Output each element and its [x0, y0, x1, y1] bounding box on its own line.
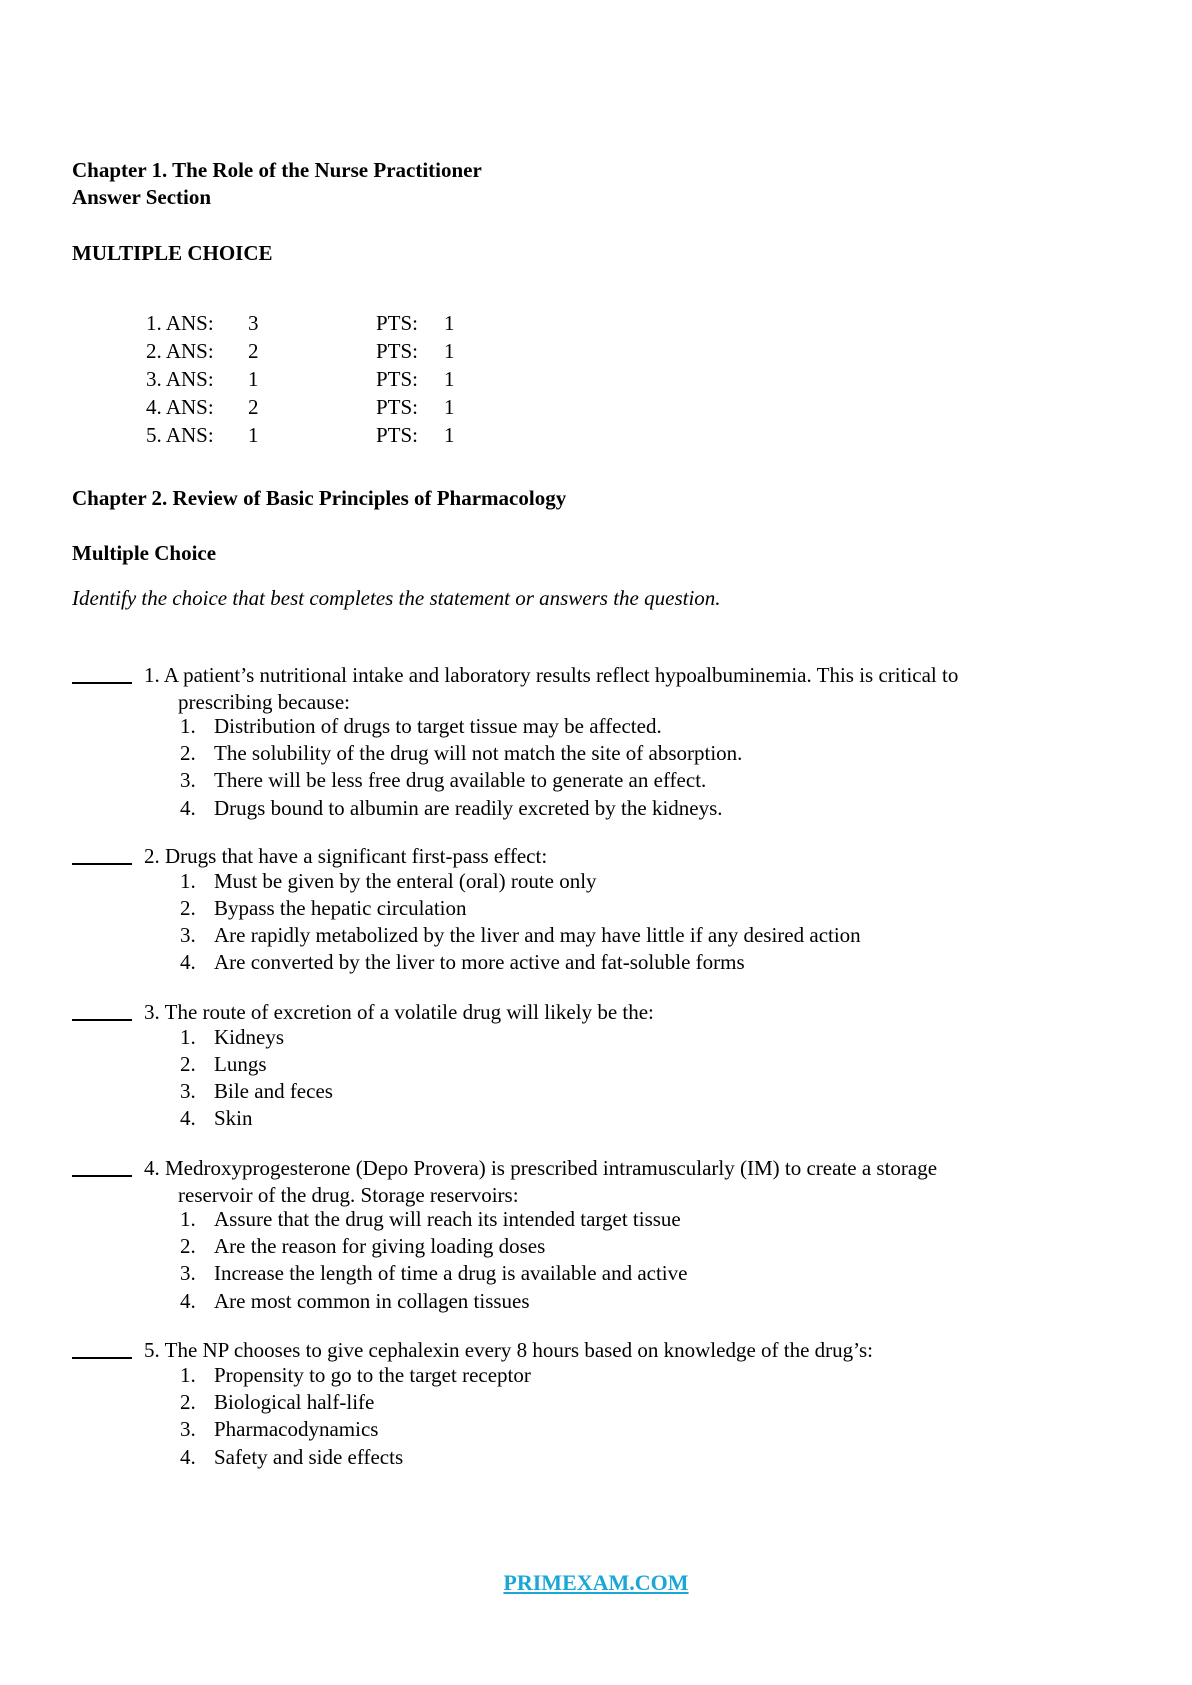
points-label: PTS: — [376, 311, 419, 335]
option: 1. Kidneys — [180, 1025, 284, 1049]
question-stem: 4. Medroxyprogesterone (Depo Provera) is prescribed intramuscularly (IM) to create a storage reservoir of the drug. Storage reservoirs: — [144, 1156, 938, 1207]
option: 1. Must be given by the enteral (oral) route only — [180, 869, 597, 893]
option: 2. The solubility of the drug will not match the site of absorption. — [180, 741, 743, 765]
question-stem: 3. The route of excretion of a volatile drug will likely be the: — [144, 1000, 654, 1024]
points-label: PTS: — [376, 367, 419, 391]
option: 2. Lungs — [180, 1052, 267, 1076]
points-value: 1 — [444, 311, 455, 335]
points-label: PTS: — [376, 339, 419, 363]
answer-label: 1. ANS: — [146, 311, 214, 335]
instructions: Identify the choice that best completes the statement or answers the question. — [72, 586, 721, 610]
points-value: 1 — [444, 395, 455, 419]
chapter1-section-heading: MULTIPLE CHOICE — [72, 241, 273, 265]
option: 1. Distribution of drugs to target tissue may be affected. — [180, 714, 662, 738]
answer-value: 1 — [248, 423, 259, 447]
option: 3. Bile and feces — [180, 1079, 333, 1103]
answer-row — [146, 339, 546, 367]
chapter1-subtitle: Answer Section — [72, 185, 212, 209]
footer-site-link[interactable]: PRIMEXAM.COM — [503, 1570, 689, 1595]
option: 3. Pharmacodynamics — [180, 1417, 379, 1441]
option: 2. Are the reason for giving loading doses — [180, 1234, 546, 1258]
option: 3. Increase the length of time a drug is available and active — [180, 1261, 688, 1285]
answer-row — [146, 311, 546, 339]
option: 4. Safety and side effects — [180, 1445, 404, 1469]
answer-row — [146, 367, 546, 395]
answer-blank[interactable] — [72, 1357, 132, 1359]
points-value: 1 — [444, 367, 455, 391]
answer-label: 3. ANS: — [146, 367, 214, 391]
option: 3. There will be less free drug available to generate an effect. — [180, 768, 707, 792]
answer-value: 1 — [248, 367, 259, 391]
points-label: PTS: — [376, 423, 419, 447]
option: 2. Bypass the hepatic circulation — [180, 896, 467, 920]
answer-value: 2 — [248, 395, 259, 419]
answer-blank[interactable] — [72, 1019, 132, 1021]
points-value: 1 — [444, 339, 455, 363]
question-stem: 5. The NP chooses to give cephalexin every 8 hours based on knowledge of the drug’s: — [144, 1338, 874, 1362]
option: 4. Are converted by the liver to more active and fat-soluble forms — [180, 950, 745, 974]
question-stem: 2. Drugs that have a significant first-pass effect: — [144, 844, 548, 868]
option: 1. Assure that the drug will reach its intended target tissue — [180, 1207, 681, 1231]
answer-value: 3 — [248, 311, 259, 335]
option: 3. Are rapidly metabolized by the liver and may have little if any desired action — [180, 923, 861, 947]
answer-label: 5. ANS: — [146, 423, 214, 447]
answer-value: 2 — [248, 339, 259, 363]
answer-label: 2. ANS: — [146, 339, 214, 363]
answer-blank[interactable] — [72, 863, 132, 865]
chapter2-title: Chapter 2. Review of Basic Principles of Pharmacology — [72, 486, 567, 510]
answer-blank[interactable] — [72, 682, 132, 684]
option: 4. Drugs bound to albumin are readily excreted by the kidneys. — [180, 796, 723, 820]
option: 4. Are most common in collagen tissues — [180, 1289, 530, 1313]
answer-label: 4. ANS: — [146, 395, 214, 419]
option: 2. Biological half-life — [180, 1390, 375, 1414]
points-label: PTS: — [376, 395, 419, 419]
chapter1-title: Chapter 1. The Role of the Nurse Practitioner — [72, 158, 482, 182]
answer-row — [146, 395, 546, 423]
points-value: 1 — [444, 423, 455, 447]
option: 4. Skin — [180, 1106, 253, 1130]
question-stem: 1. A patient’s nutritional intake and laboratory results reflect hypoalbuminemia. This is critical to prescribing because: — [144, 663, 959, 714]
chapter2-section-heading: Multiple Choice — [72, 541, 217, 565]
option: 1. Propensity to go to the target receptor — [180, 1363, 531, 1387]
answer-row — [146, 423, 546, 451]
answer-blank[interactable] — [72, 1175, 132, 1177]
